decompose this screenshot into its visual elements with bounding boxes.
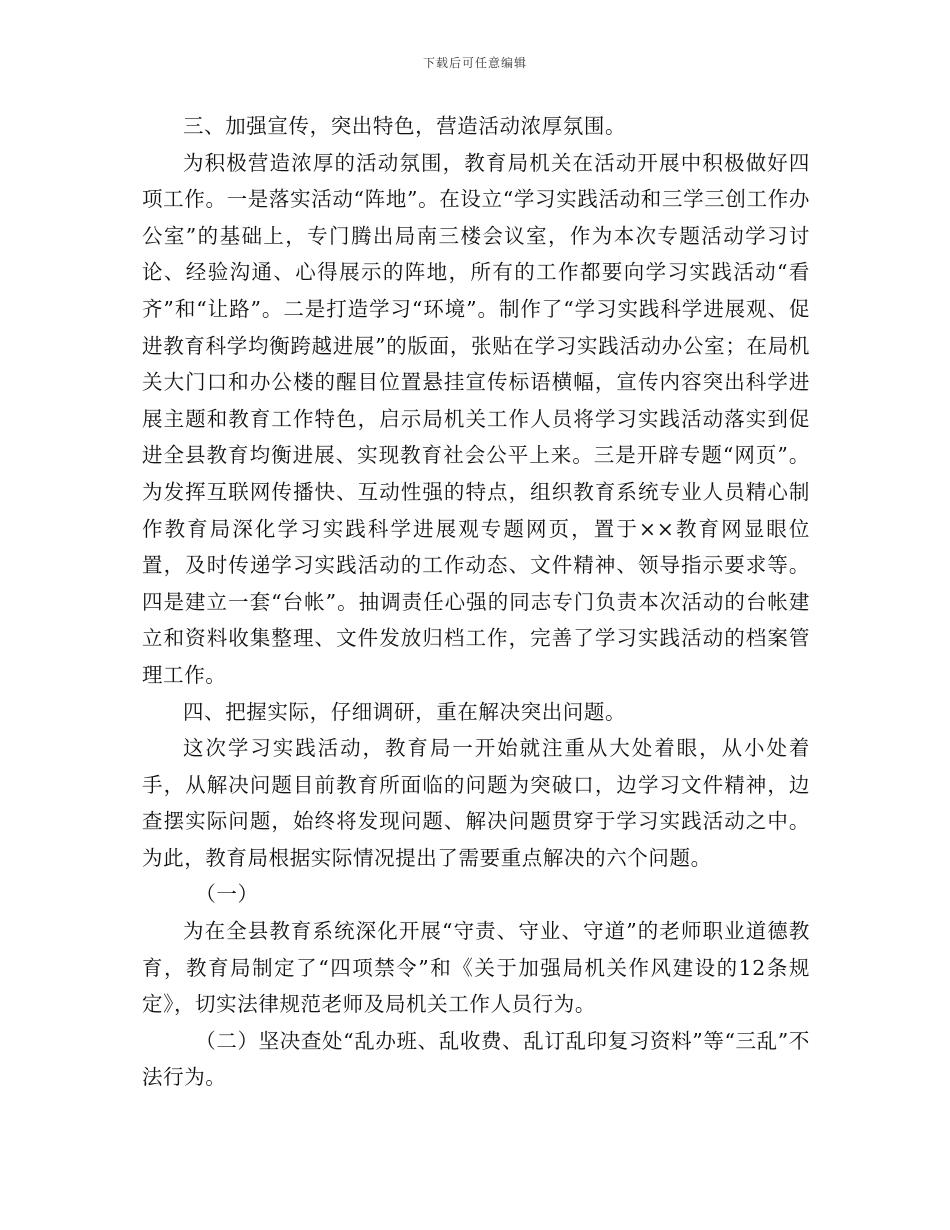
paragraph-ethics: 为在全县教育系统深化开展“守责、守业、守道”的老师职业道德教育，教育局制定了“四项禁令”和《关于加强局机关作风建设的12条规定》，切实法律规范老师及局机关工作人员行为。: [142, 919, 810, 1017]
item-label-1: （一）: [195, 882, 259, 907]
item-2: （二）坚决查处“乱办班、乱收费、乱订乱印复习资料”等“三乱”不法行为。: [142, 1028, 810, 1090]
section-heading-3: 三、加强宣传，突出特色，营造活动浓厚氛围。: [183, 114, 627, 138]
page-header: 下载后可任意编辑: [422, 56, 527, 70]
section-heading-4: 四、把握实际，仔细调研，重在解决突出问题。: [183, 699, 627, 724]
paragraph-problems: 这次学习实践活动，教育局一开始就注重从大处着眼，从小处着手，从解决问题目前教育所面临的问题为突破口，边学习文件精神，边查摆实际问题，始终将发现问题、解决问题贯穿于学习实践活动之中。为此，教育局根据实际情况提出了需要重点解决的六个问题。: [142, 736, 810, 870]
paragraph-publicity: 为积极营造浓厚的活动氛围，教育局机关在活动开展中积极做好四项工作。一是落实活动“阵地”。在设立“学习实践活动和三学三创工作办公室”的基础上，专门腾出局南三楼会议室，作为本次专题活动学习讨论、经验沟通、心得展示的阵地，所有的工作都要向学习实践活动“看齐”和“让路”。二是打造学习“环境”。制作了“学习实践科学进展观、促进教育科学均衡跨越进展”的版面，张贴在学习实践活动办公室；在局机关大门口和办公楼的醒目位置悬挂宣传标语横幅，宣传内容突出科学进展主题和教育工作特色，启示局机关工作人员将学习实践活动落实到促进全县教育均衡进展、实现教育社会公平上来。三是开辟专题“网页”。为发挥互联网传播快、互动性强的特点，组织教育系统专业人员精心制作教育局深化学习实践科学进展观专题网页，置于××教育网显眼位置，及时传递学习实践活动的工作动态、文件精神、领导指示要求等。四是建立一套“台帐”。抽调责任心强的同志专门负责本次活动的台帐建立和资料收集整理、文件发放归档工作，完善了学习实践活动的档案管理工作。: [142, 150, 810, 687]
document-body: [142, 108, 810, 1096]
